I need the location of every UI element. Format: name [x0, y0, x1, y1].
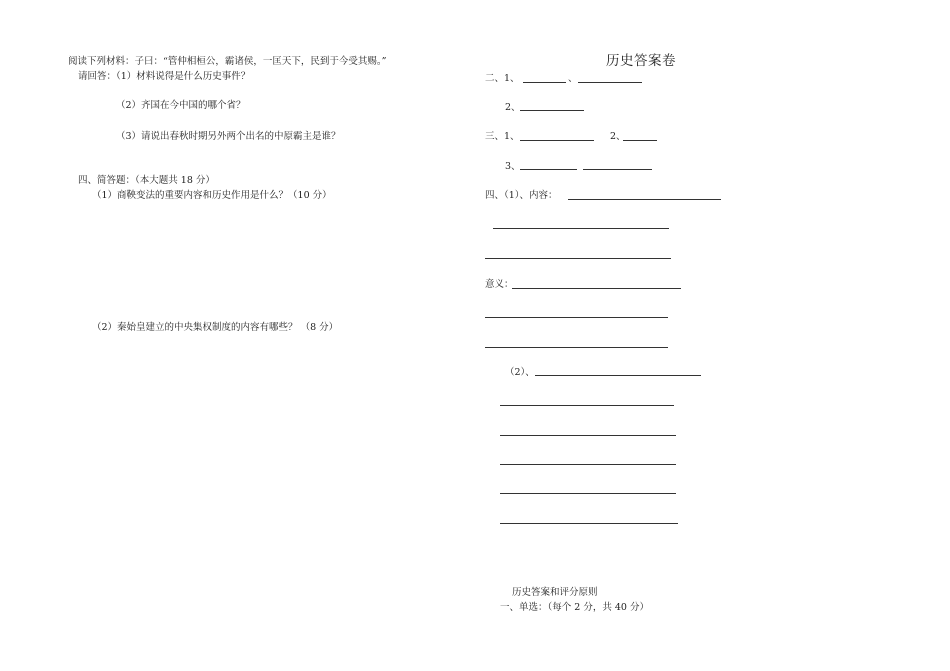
section-2-label: 二、1、 [485, 73, 520, 84]
answer-key-subtitle: 一、单选：（每个 2 分，共 40 分） [500, 602, 649, 613]
section-4-question-2: （2）秦始皇建立的中央集权制度的内容有哪些？ （8 分） [92, 322, 339, 333]
answer-blank[interactable] [523, 82, 566, 83]
section-4-question-1: （1）商鞅变法的重要内容和历史作用是什么？（10 分） [92, 190, 332, 201]
answer-blank[interactable] [535, 375, 701, 376]
section-2-item-2-label: 2、 [505, 102, 521, 113]
answer-blank[interactable] [500, 523, 678, 524]
separator: 、 [568, 73, 578, 84]
section-3-item-3-label: 3、 [505, 161, 521, 172]
answer-blank[interactable] [578, 82, 642, 83]
significance-label: 意义： [485, 279, 514, 290]
question-2: （2）齐国在今中国的哪个省？ [116, 100, 246, 111]
answer-blank[interactable] [500, 493, 676, 494]
answer-blank[interactable] [485, 317, 668, 318]
answer-blank[interactable] [493, 228, 669, 229]
question-1: 请回答：（1）材料说得是什么历史事件？ [78, 71, 251, 82]
section-3-item-2-label: 2、 [610, 131, 626, 142]
section-4-heading: 四、简答题：（本大题共 18 分） [78, 175, 215, 186]
answer-blank[interactable] [485, 347, 668, 348]
answer-blank[interactable] [512, 288, 681, 289]
answer-blank[interactable] [520, 140, 594, 141]
answer-key-title: 历史答案和评分原则 [512, 587, 598, 598]
question-3: （3）请说出春秋时期另外两个出名的中原霸主是谁？ [116, 131, 341, 142]
answer-blank[interactable] [520, 169, 577, 170]
section-3-label: 三、1、 [485, 131, 520, 142]
answer-blank[interactable] [500, 464, 676, 465]
answer-blank[interactable] [623, 140, 657, 141]
answer-blank[interactable] [500, 435, 676, 436]
section-4-content-label: 四、（1）、内容： [485, 190, 558, 201]
answer-blank[interactable] [500, 405, 674, 406]
answer-sheet-title: 历史答案卷 [606, 53, 676, 69]
answer-blank[interactable] [583, 169, 652, 170]
answer-blank[interactable] [485, 258, 671, 259]
material-text: 阅读下列材料：子曰：“管仲相桓公，霸诸侯，一匡天下，民到于今受其赐。” [68, 56, 387, 67]
answer-blank[interactable] [568, 199, 721, 200]
answer-blank[interactable] [520, 110, 584, 111]
section-4-item-2-label: （2）、 [505, 367, 535, 378]
